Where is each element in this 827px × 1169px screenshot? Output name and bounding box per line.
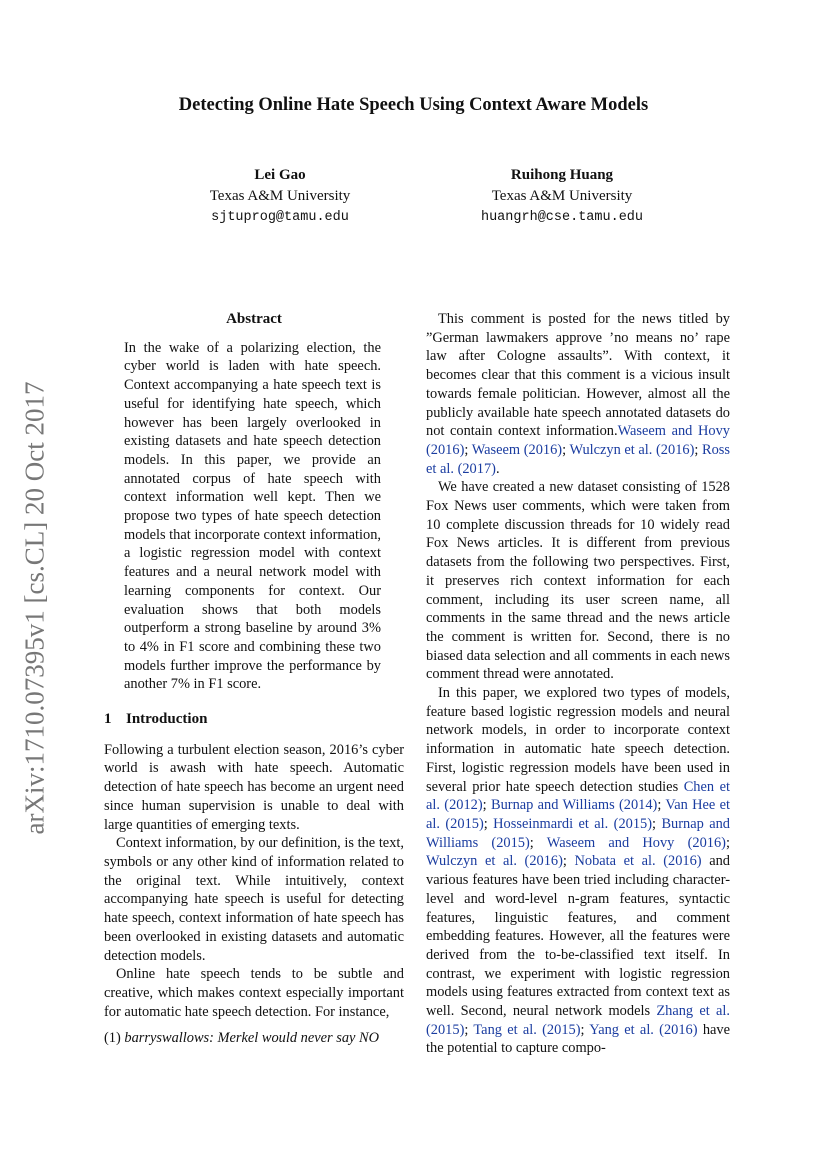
paragraph-text: and various features have been tried including character-level and word-level n-gram features, syntactic features, linguistic features, and comment embedding features. However, all the features were derived from the to-be-classified text itself. In contrast, we experiment with logistic regression models using features extracted from context text as well. Second, neural network models <box>426 853 730 1020</box>
author-email: huangrh@cse.tamu.edu <box>480 210 644 225</box>
citation-link[interactable]: Hosseinmardi et al. (2015) <box>493 815 653 832</box>
author-name: Ruihong Huang <box>510 167 614 183</box>
paragraph-text: This comment is posted for the news titled by ”German lawmakers approve ’no means no’ rape law after Cologne assaults”. With context, it becomes clear that this comment is a vicious insult towards female politician. However, almost all the publicly available hate speech annotated datasets do not contain context information. <box>426 311 730 440</box>
paragraph-text: have the potential to capture compo- <box>426 1021 731 1057</box>
example <box>104 1029 404 1048</box>
citation-link[interactable]: Burnap and Williams (2014) <box>490 797 658 814</box>
paragraph-text: In this paper, we explored two types of models, feature based logistic regression models and neural network models, in order to incorporate context information in automatic hate speech detection. First, logistic regression models have been used in several prior hate speech detection studies <box>426 685 730 795</box>
arxiv-identifier: arXiv:1710.07395v1 [cs.CL] 20 Oct 2017 <box>19 381 50 835</box>
author-block <box>150 165 410 228</box>
paragraph: Context information, by our definition, is the text, symbols or any other kind of information related to the original text. While intuitively, context accompanying hate speech is useful for detecting hate speech, context information of hate speech has been overlooked in existing datasets and automatic detection models. <box>104 835 404 964</box>
paragraph: We have created a new dataset consisting of 1528 Fox News user comments, which were taken from 10 complete discussion threads for 10 widely read Fox News articles. It is different from previous datasets from the following two perspectives. First, it preserves rich context information for each comment, including its user screen name, all comments in the same thread and the news article the comment is written for. Second, there is no biased data selection and all comments in each news comment thread were annotated. <box>426 479 730 683</box>
author-affiliation: Texas A&M University <box>209 188 351 204</box>
citation-link[interactable]: Wulczyn et al. (2016) <box>569 441 695 458</box>
arxiv-sidebar <box>14 368 56 848</box>
citation-link[interactable]: Zhang et al. (2015) <box>426 1003 730 1038</box>
citation-link[interactable]: Nobata et al. (2016) <box>574 853 702 870</box>
section-number: 1 <box>104 711 112 728</box>
abstract-text: In the wake of a polarizing election, the cyber world is laden with hate speech. Context accompanying a hate speech text is useful for identifying hate speech, which however has been largely overlooked in existing datasets and hate speech detection models. In this paper, we provide an annotated corpus of hate speech with context information well kept. Then we propose two types of hate speech detection models that incorporate context information, a logistic regression model with context features and a neural network model with learning components for context. Our evaluation shows that both models outperform a strong baseline by around 3% to 4% in F1 score and combining these two models further improve the performance by another 7% in F1 score. <box>124 339 381 693</box>
citation-link[interactable]: Waseem and Hovy (2016) <box>546 834 726 851</box>
paper-title: Detecting Online Hate Speech Using Context Aware Models <box>178 95 649 115</box>
citation-link[interactable]: Waseem and Hovy (2016) <box>426 423 731 458</box>
author-affiliation: Texas A&M University <box>491 188 633 204</box>
author-block <box>432 165 692 228</box>
citation-link[interactable]: Ross et al. (2017) <box>426 441 730 477</box>
citation-link[interactable]: Wulczyn et al. (2016) <box>426 853 563 870</box>
left-column <box>104 310 404 1048</box>
section-title: Introduction <box>126 711 208 728</box>
citation-link[interactable]: Yang et al. (2016) <box>589 1021 698 1038</box>
citation-link[interactable]: Van Hee et al. (2015) <box>426 797 730 832</box>
paragraph: Online hate speech tends to be subtle and creative, which makes context especially important for automatic hate speech detection. For instance, <box>104 966 404 1020</box>
author-email: sjtuprog@tamu.edu <box>211 210 349 225</box>
paragraph: Following a turbulent election season, 2016’s cyber world is awash with hate speech. Automatic detection of hate speech has become an urgent need since human supervision is unable to deal with large quantities of emerging texts. <box>104 741 404 833</box>
citation-link[interactable]: Tang et al. (2015) <box>473 1021 581 1038</box>
citation-link[interactable]: Burnap and Williams (2015) <box>426 815 730 851</box>
author-name: Lei Gao <box>254 167 306 183</box>
example-number: (1) <box>104 1030 121 1047</box>
paragraph: This comment is posted for the news titled by ”German lawmakers approve ’no means no’ rape law after Cologne assaults”. With context, it becomes clear that this comment is a vicious insult towards female politician. However, almost all the publicly available hate speech annotated datasets do not contain context information.Waseem and Hovy (2016); Waseem (2016); Wulczyn et al. (2016); Ross et al. (2017). <box>426 311 731 477</box>
abstract-heading: Abstract <box>226 311 282 327</box>
section-heading <box>104 710 404 729</box>
example-text: barryswallows: Merkel would never say NO <box>124 1030 379 1047</box>
right-column <box>426 310 730 1058</box>
citation-link[interactable]: Waseem (2016) <box>471 441 563 458</box>
paragraph: In this paper, we explored two types of models, feature based logistic regression models and neural network models, in order to incorporate context information in automatic hate speech detection. First, logistic regression models have been used in several prior hate speech detection studies Chen et al. (2012); Burnap and Williams (2014); Van Hee et al. (2015); Hosseinmardi et al. (2015); Burnap and Williams (2015); Waseem and Hovy (2016); Wulczyn et al. (2016); Nobata et al. (2016) and various features have been tried including character-level and word-level n-gram features, syntactic features, linguistic features, and comment embedding features. However, all the features were derived from the to-be-classified text itself. In contrast, we experiment with logistic regression models using features extracted from context text as well. Second, neural network models Zhang et al. (2015); Tang et al. (2015); Yang et al. (2016) have the potential to capture compo- <box>426 685 731 1057</box>
citation-link[interactable]: Chen et al. (2012) <box>426 778 730 814</box>
